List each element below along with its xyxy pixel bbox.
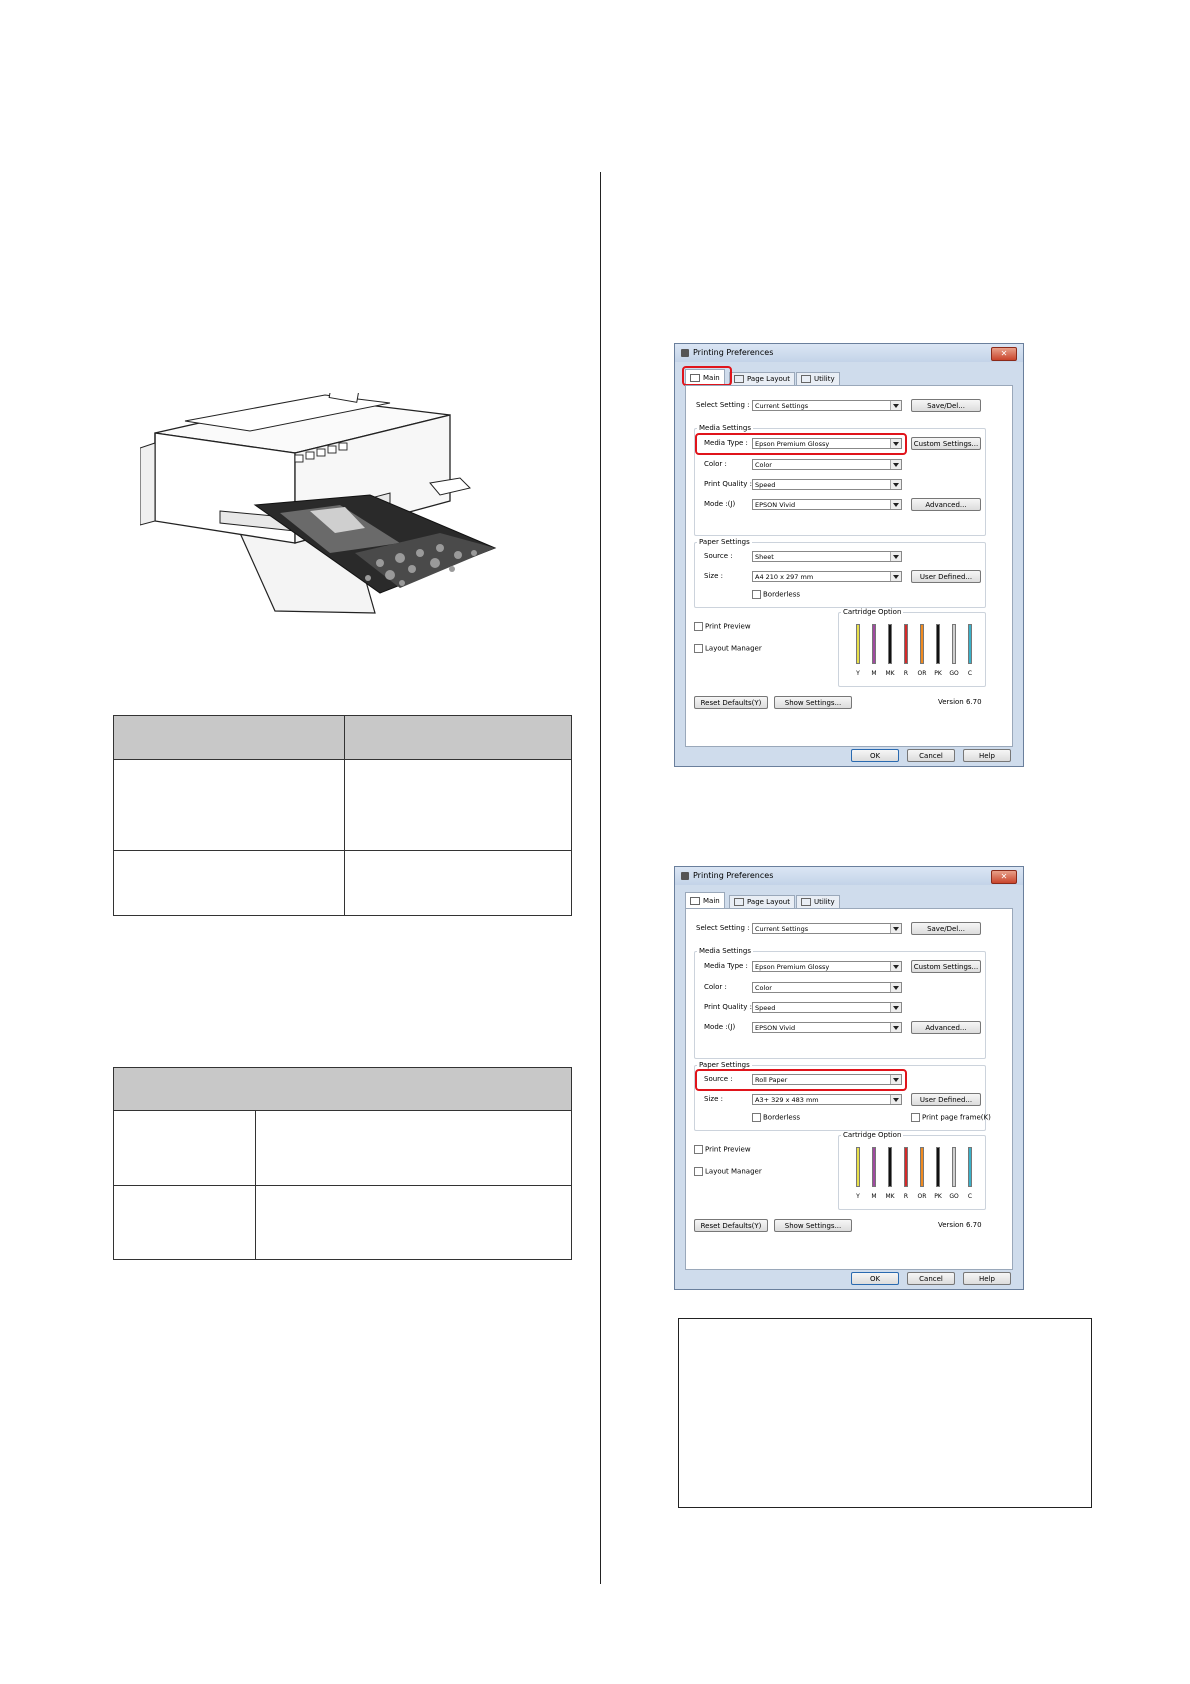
checkbox-box bbox=[752, 1113, 761, 1122]
tab-utility-label: Utility bbox=[814, 898, 835, 906]
cartridge-label-or: OR bbox=[917, 1193, 927, 1200]
mode-label: Mode :(J) bbox=[704, 1023, 736, 1031]
select-setting-value: Current Settings bbox=[755, 402, 809, 410]
print-quality-value: Speed bbox=[755, 481, 776, 489]
source-value: Sheet bbox=[755, 553, 774, 561]
close-button[interactable]: ✕ bbox=[991, 870, 1017, 884]
cartridge-bar-go bbox=[952, 1147, 956, 1187]
cartridge-label-c: C bbox=[967, 1193, 973, 1200]
cartridge-bar-pk bbox=[936, 624, 940, 664]
color-label: Color : bbox=[704, 983, 727, 991]
print-preview-checkbox[interactable] bbox=[694, 622, 751, 631]
color-label: Color : bbox=[704, 460, 727, 468]
table-2 bbox=[113, 1067, 572, 1260]
mode-dropdown[interactable] bbox=[752, 1022, 902, 1033]
title-bar bbox=[675, 867, 1023, 885]
cartridge-bar-m bbox=[872, 1147, 876, 1187]
version-label: Version 6.70 bbox=[938, 1221, 982, 1229]
media-type-dropdown[interactable] bbox=[752, 961, 902, 972]
chevron-down-icon bbox=[890, 401, 901, 410]
tab-strip bbox=[685, 369, 1015, 385]
show-settings-button[interactable]: Show Settings... bbox=[774, 696, 852, 709]
layout-manager-label: Layout Manager bbox=[705, 644, 762, 653]
chevron-down-icon bbox=[890, 480, 901, 489]
checkbox-box bbox=[694, 622, 703, 631]
printing-preferences-dialog-2 bbox=[674, 866, 1024, 1290]
cartridge-label-or: OR bbox=[917, 670, 927, 677]
color-dropdown[interactable] bbox=[752, 459, 902, 470]
dialog-title: Printing Preferences bbox=[693, 871, 774, 880]
save-del-button[interactable]: Save/Del... bbox=[911, 922, 981, 935]
cartridge-option-title: Cartridge Option bbox=[843, 608, 902, 616]
paper-settings-title: Paper Settings bbox=[699, 538, 750, 546]
cartridge-bar-y bbox=[856, 1147, 860, 1187]
checkbox-box bbox=[911, 1113, 920, 1122]
table-2-cell bbox=[114, 1111, 256, 1185]
paper-settings-title: Paper Settings bbox=[699, 1061, 750, 1069]
cartridge-bar-m bbox=[872, 624, 876, 664]
cartridge-bar-or bbox=[920, 1147, 924, 1187]
cancel-button[interactable]: Cancel bbox=[907, 749, 955, 762]
wrench-icon bbox=[801, 898, 811, 906]
table-1-header-col-2 bbox=[345, 716, 572, 760]
version-label: Version 6.70 bbox=[938, 698, 982, 706]
ok-button[interactable]: OK bbox=[851, 749, 899, 762]
print-page-frame-label: Print page frame(K) bbox=[922, 1113, 991, 1122]
printer-illustration bbox=[140, 393, 550, 643]
mode-value: EPSON Vivid bbox=[755, 1024, 796, 1032]
chevron-down-icon bbox=[890, 1095, 901, 1104]
color-value: Color bbox=[755, 461, 772, 469]
tab-utility-label: Utility bbox=[814, 375, 835, 383]
advanced-button[interactable]: Advanced... bbox=[911, 1021, 981, 1034]
cartridge-label-go: GO bbox=[949, 670, 959, 677]
table-2-cell bbox=[256, 1111, 572, 1185]
custom-settings-button[interactable]: Custom Settings... bbox=[911, 437, 981, 450]
tab-page-layout-label: Page Layout bbox=[747, 898, 790, 906]
cartridge-bar-mk bbox=[888, 624, 892, 664]
table-1 bbox=[113, 715, 572, 916]
cartridge-bar-r bbox=[904, 1147, 908, 1187]
help-button[interactable]: Help bbox=[963, 1272, 1011, 1285]
wrench-icon bbox=[801, 375, 811, 383]
printer-tab-icon bbox=[690, 897, 700, 905]
page-layout-icon bbox=[734, 898, 744, 906]
tab-main-label: Main bbox=[703, 374, 720, 382]
chevron-down-icon bbox=[890, 460, 901, 469]
source-value: Roll Paper bbox=[755, 1076, 788, 1084]
close-button[interactable]: ✕ bbox=[991, 347, 1017, 361]
tab-utility[interactable] bbox=[796, 895, 840, 908]
cartridge-bar-go bbox=[952, 624, 956, 664]
table-1-cell bbox=[114, 760, 345, 850]
cartridge-label-mk: MK bbox=[885, 1193, 895, 1200]
checkbox-box bbox=[694, 1167, 703, 1176]
source-label: Source : bbox=[704, 552, 733, 560]
media-type-value: Epson Premium Glossy bbox=[755, 440, 830, 448]
size-value: A3+ 329 x 483 mm bbox=[755, 1096, 819, 1104]
media-type-highlight bbox=[695, 433, 907, 455]
cartridge-bar-r bbox=[904, 624, 908, 664]
advanced-button[interactable]: Advanced... bbox=[911, 498, 981, 511]
media-settings-title: Media Settings bbox=[699, 424, 751, 432]
tab-main-label: Main bbox=[703, 897, 720, 905]
print-quality-value: Speed bbox=[755, 1004, 776, 1012]
borderless-checkbox[interactable] bbox=[752, 590, 800, 599]
note-box bbox=[678, 1318, 1092, 1508]
print-quality-dropdown[interactable] bbox=[752, 1002, 902, 1013]
tab-page-layout-label: Page Layout bbox=[747, 375, 790, 383]
chevron-down-icon bbox=[890, 552, 901, 561]
title-bar bbox=[675, 344, 1023, 362]
cartridge-label-mk: MK bbox=[885, 670, 895, 677]
reset-defaults-button[interactable]: Reset Defaults(Y) bbox=[694, 1219, 768, 1232]
cartridge-bar-pk bbox=[936, 1147, 940, 1187]
mode-value: EPSON Vivid bbox=[755, 501, 796, 509]
table-2-cell bbox=[114, 1185, 256, 1259]
media-type-label: Media Type : bbox=[704, 439, 748, 447]
chevron-down-icon bbox=[890, 962, 901, 971]
size-label: Size : bbox=[704, 572, 723, 580]
custom-settings-button[interactable]: Custom Settings... bbox=[911, 960, 981, 973]
checkbox-box bbox=[694, 644, 703, 653]
tab-strip bbox=[685, 892, 1015, 908]
size-dropdown[interactable] bbox=[752, 1094, 902, 1105]
table-1-header-col-1 bbox=[114, 716, 345, 760]
select-setting-dropdown[interactable] bbox=[752, 923, 902, 934]
cartridge-label-c: C bbox=[967, 670, 973, 677]
print-preview-label: Print Preview bbox=[705, 1145, 751, 1154]
size-dropdown[interactable] bbox=[752, 571, 902, 582]
select-setting-value: Current Settings bbox=[755, 925, 809, 933]
user-defined-button[interactable]: User Defined... bbox=[911, 1093, 981, 1106]
save-del-button[interactable]: Save/Del... bbox=[911, 399, 981, 412]
table-1-cell bbox=[345, 850, 572, 915]
main-tab-highlight bbox=[682, 366, 732, 386]
printer-icon bbox=[681, 872, 689, 880]
print-preview-checkbox[interactable] bbox=[694, 1145, 751, 1154]
chevron-down-icon bbox=[890, 500, 901, 509]
mode-dropdown[interactable] bbox=[752, 499, 902, 510]
user-defined-button[interactable]: User Defined... bbox=[911, 570, 981, 583]
column-divider bbox=[600, 172, 601, 1584]
table-2-cell bbox=[256, 1185, 572, 1259]
chevron-down-icon bbox=[890, 1003, 901, 1012]
source-highlight bbox=[695, 1069, 907, 1091]
show-settings-button[interactable]: Show Settings... bbox=[774, 1219, 852, 1232]
cartridge-bar-c bbox=[968, 1147, 972, 1187]
page-layout-icon bbox=[734, 375, 744, 383]
table-2-header bbox=[114, 1068, 572, 1111]
printer-icon bbox=[681, 349, 689, 357]
cartridge-bar-mk bbox=[888, 1147, 892, 1187]
print-quality-label: Print Quality : bbox=[704, 480, 752, 488]
help-button[interactable]: Help bbox=[963, 749, 1011, 762]
dialog-title: Printing Preferences bbox=[693, 348, 774, 357]
table-1-cell bbox=[345, 760, 572, 850]
print-quality-label: Print Quality : bbox=[704, 1003, 752, 1011]
tab-utility[interactable] bbox=[796, 372, 840, 385]
chevron-down-icon bbox=[890, 983, 901, 992]
printing-preferences-dialog-1 bbox=[674, 343, 1024, 767]
borderless-label: Borderless bbox=[763, 590, 801, 599]
media-type-label: Media Type : bbox=[704, 962, 748, 970]
cartridge-label-pk: PK bbox=[934, 1193, 942, 1200]
print-page-frame-checkbox[interactable] bbox=[911, 1113, 991, 1122]
cartridge-label-pk: PK bbox=[934, 670, 942, 677]
borderless-checkbox[interactable] bbox=[752, 1113, 800, 1122]
reset-defaults-button[interactable]: Reset Defaults(Y) bbox=[694, 696, 768, 709]
main-panel bbox=[685, 908, 1013, 1270]
size-label: Size : bbox=[704, 1095, 723, 1103]
cartridge-bar-c bbox=[968, 624, 972, 664]
source-dropdown[interactable] bbox=[752, 551, 902, 562]
cartridge-label-go: GO bbox=[949, 1193, 959, 1200]
checkbox-box bbox=[752, 590, 761, 599]
table-1-cell bbox=[114, 850, 345, 915]
cancel-button[interactable]: Cancel bbox=[907, 1272, 955, 1285]
color-dropdown[interactable] bbox=[752, 982, 902, 993]
checkbox-box bbox=[694, 1145, 703, 1154]
layout-manager-label: Layout Manager bbox=[705, 1167, 762, 1176]
tab-main[interactable] bbox=[685, 892, 725, 909]
select-setting-label: Select Setting : bbox=[696, 924, 750, 932]
layout-manager-checkbox[interactable] bbox=[694, 644, 762, 653]
chevron-down-icon bbox=[890, 572, 901, 581]
print-preview-label: Print Preview bbox=[705, 622, 751, 631]
media-settings-title: Media Settings bbox=[699, 947, 751, 955]
cartridge-bar-or bbox=[920, 624, 924, 664]
layout-manager-checkbox[interactable] bbox=[694, 1167, 762, 1176]
select-setting-label: Select Setting : bbox=[696, 401, 750, 409]
borderless-label: Borderless bbox=[763, 1113, 801, 1122]
size-value: A4 210 x 297 mm bbox=[755, 573, 814, 581]
main-panel bbox=[685, 385, 1013, 747]
cartridge-option-title: Cartridge Option bbox=[843, 1131, 902, 1139]
select-setting-dropdown[interactable] bbox=[752, 400, 902, 411]
chevron-down-icon bbox=[890, 1023, 901, 1032]
tab-page-layout[interactable] bbox=[729, 372, 795, 385]
tab-page-layout[interactable] bbox=[729, 895, 795, 908]
cartridge-label-r: R bbox=[903, 670, 909, 677]
mode-label: Mode :(J) bbox=[704, 500, 736, 508]
cartridge-label-y: Y bbox=[856, 670, 860, 677]
cartridge-label-y: Y bbox=[856, 1193, 860, 1200]
color-value: Color bbox=[755, 984, 772, 992]
cartridge-label-m: M bbox=[871, 1193, 877, 1200]
source-label: Source : bbox=[704, 1075, 733, 1083]
media-type-value: Epson Premium Glossy bbox=[755, 963, 830, 971]
chevron-down-icon bbox=[890, 924, 901, 933]
cartridge-bar-y bbox=[856, 624, 860, 664]
ok-button[interactable]: OK bbox=[851, 1272, 899, 1285]
cartridge-label-m: M bbox=[871, 670, 877, 677]
print-quality-dropdown[interactable] bbox=[752, 479, 902, 490]
cartridge-label-r: R bbox=[903, 1193, 909, 1200]
